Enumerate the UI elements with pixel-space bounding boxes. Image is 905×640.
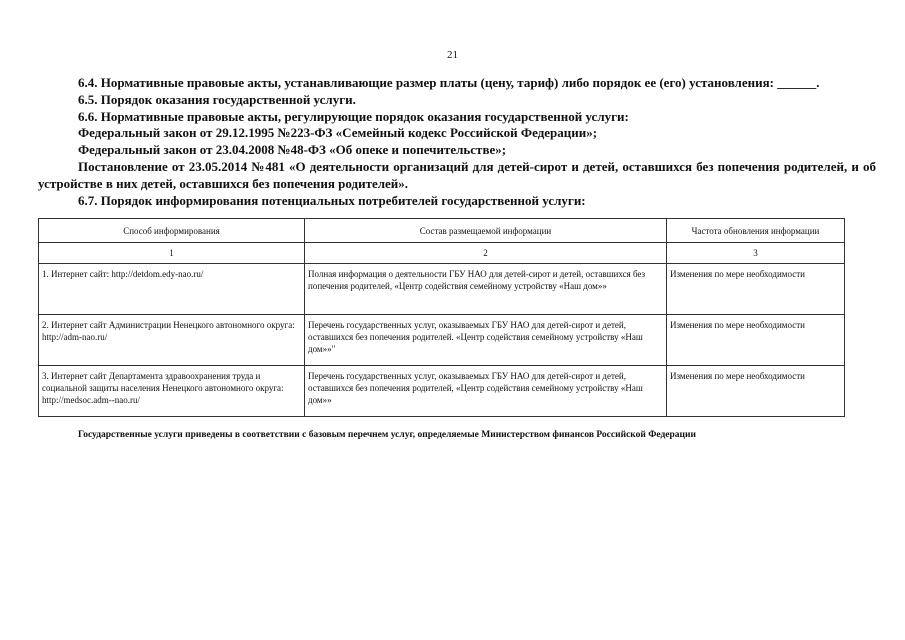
table-cell-method: 2. Интернет сайт Администрации Ненецкого автономного округа: http://adm-nao.ru/ xyxy=(39,315,305,366)
law-guardianship: Федеральный закон от 23.04.2008 №48-ФЗ «Об опеке и попечительстве»; xyxy=(78,142,507,158)
law-family-code: Федеральный закон от 29.12.1995 №223-ФЗ «Семейный кодекс Российской Федерации»; xyxy=(78,125,598,141)
table-header-row xyxy=(39,219,845,243)
table-cell-method: 1. Интернет сайт: http://detdom.edy-nao.ru/ xyxy=(39,264,305,315)
table-cell-frequency: Изменения по мере необходимости xyxy=(667,315,845,366)
column-number: 1 xyxy=(39,243,305,264)
table-row xyxy=(39,315,845,366)
resolution-481: Постановление от 23.05.2014 №481 «О деятельности организаций для детей-сирот и детей, оставшихся без попечения родителей, и об устройстве в них детей, оставшихся без попечения родителей». xyxy=(38,158,876,191)
table-row xyxy=(39,264,845,315)
table-cell-content: Перечень государственных услуг, оказываемых ГБУ НАО для детей-сирот и детей, оставшихся без попечения родителей. «Центр содействия семейному устройству «Наш дом»»" xyxy=(305,315,667,366)
column-header-content: Состав размещаемой информации xyxy=(305,219,667,243)
column-number-row xyxy=(39,243,845,264)
table-cell-content: Полная информация о деятельности ГБУ НАО для детей-сирот и детей, оставшихся без попечения родителей, «Центр содействия семейному устройству «Наш дом»» xyxy=(305,264,667,315)
footnote: Государственные услуги приведены в соответствии с базовым перечнем услуг, определяемые Министерством финансов Российской Федерации xyxy=(78,430,696,440)
paragraph-6-5: 6.5. Порядок оказания государственной услуги. xyxy=(78,91,356,107)
paragraph-6-7: 6.7. Порядок информирования потенциальных потребителей государственной услуги: xyxy=(78,192,586,208)
column-header-frequency: Частота обновления информации xyxy=(667,219,845,243)
table-row xyxy=(39,366,845,417)
table-cell-content: Перечень государственных услуг, оказываемых ГБУ НАО для детей-сирот и детей, оставшихся без попечения родителей, «Центр содействия семейному устройству «Наш дом»» xyxy=(305,366,667,417)
column-number: 2 xyxy=(305,243,667,264)
column-number: 3 xyxy=(667,243,845,264)
document-body xyxy=(38,75,876,209)
paragraph-6-4: 6.4. Нормативные правовые акты, устанавливающие размер платы (цену, тариф) либо порядок ее (его) установления: ______. xyxy=(78,75,820,90)
column-header-method: Способ информирования xyxy=(39,219,305,243)
page-number: 21 xyxy=(447,49,458,61)
table-cell-method: 3. Интернет сайт Департамента здравоохранения труда и социальной защиты населения Ненецкого автономного округа: http://medsoc.adm--nao.ru/ xyxy=(39,366,305,417)
paragraph-6-6: 6.6. Нормативные правовые акты, регулирующие порядок оказания государственной услуги: xyxy=(78,108,629,124)
table-cell-frequency: Изменения по мере необходимости xyxy=(667,264,845,315)
information-table xyxy=(38,218,845,417)
table-cell-frequency: Изменения по мере необходимости xyxy=(667,366,845,417)
